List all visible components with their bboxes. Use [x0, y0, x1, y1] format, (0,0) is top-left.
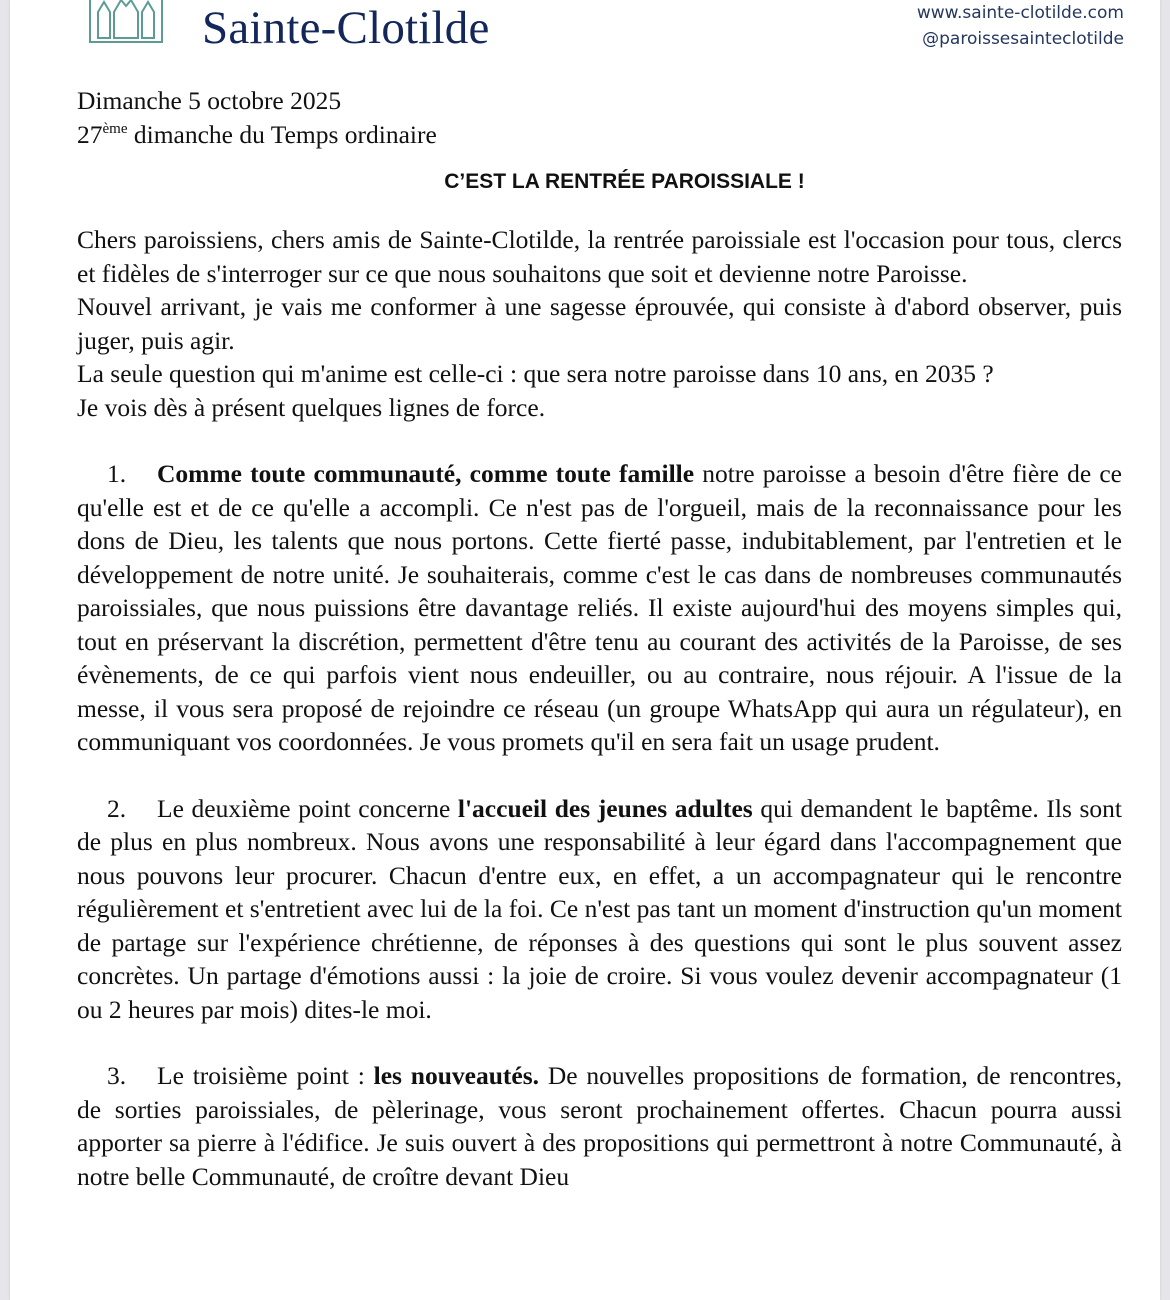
point-number: 1.	[107, 459, 127, 488]
point-text-pre: Le troisième point :	[157, 1061, 374, 1090]
document-page	[10, 0, 1160, 1300]
point-2	[77, 792, 1122, 1027]
point-paragraph	[77, 457, 1122, 759]
point-text: notre paroisse a besoin d'être fière de ce qu'elle est et de ce qu'elle a accompli. Ce n'est pas de l'orgueil, mais de la reconnaissance pour les dons de Dieu, les talents que nous portons. Cette fierté passe, indubitablement, par l'entretien et le développement de notre unité. Je souhaiterais, comme c'est le cas dans de nombreuses communautés paroissiales, que nous puissions être davantage reliés. Il existe aujourd'hui des moyens simples qui, tout en préservant la discrétion, permettent d'être tenu au courant des activités de la Paroisse, de ses évènements, de ce qui parfois vient nous endeuiller, ou au contraire, nous réjouir. A l'issue de la messe, il vous sera proposé de rejoindre ce réseau (un groupe WhatsApp qui aura un régulateur), en communiquant vos coordonnées. Je vous promets qu'il en sera fait un usage prudent.	[77, 459, 1122, 756]
date: Dimanche 5 octobre 2025	[77, 86, 342, 115]
intro-section	[77, 223, 1122, 424]
social-handle[interactable]: @paroissesainteclotilde	[922, 29, 1124, 49]
page-title: C’EST LA RENTRÉE PAROISSIALE !	[444, 170, 805, 193]
point-highlight: l'accueil des jeunes adultes	[457, 793, 753, 823]
contact-block	[917, 0, 1124, 52]
point-highlight: les nouveautés.	[373, 1061, 539, 1090]
intro-paragraph: Je vois dès à présent quelques lignes de force.	[77, 392, 546, 422]
parish-name: Sainte-Clotilde	[202, 2, 490, 54]
point-text: De nouvelles propositions de formation, de rencontres, de sorties paroissiales, de pèlerinage, vous seront prochainement offertes. Chacun pourra aussi apporter sa pierre à l'édifice. Je suis ouvert à des propositions qui permettront à notre Communauté, à notre belle Communauté, de croître devant Dieu	[77, 1061, 1122, 1191]
liturgical-number: 27	[77, 119, 103, 149]
point-number: 2.	[107, 793, 127, 823]
point-3	[77, 1059, 1122, 1193]
point-text: qui demandent le baptême. Ils sont de plus en plus nombreux. Nous avons une responsabilité à leur égard dans l'accompagnement que nous pouvons leur procurer. Chacun d'entre eux, en effet, a un accompagnateur qui le rencontre régulièrement et s'entretient avec lui de la foi. Ce n'est pas tant un moment d'instruction qu'un moment de partage sur l'expérience chrétienne, de réponses à des questions qui sont le plus souvent assez concrètes. Un partage d'émotions aussi : la joie de croire. Si vous voulez devenir accompagnateur (1 ou 2 heures par mois) dites-le moi.	[77, 793, 1122, 1024]
website-link[interactable]: www.sainte-clotilde.com	[916, 3, 1124, 23]
intro-paragraph: Chers paroissiens, chers amis de Sainte-Clotilde, la rentrée paroissiale est l'occasion pour tous, clercs et fidèles de s'interroger sur ce que nous souhaitons que soit et devienne notre Paroisse.	[77, 225, 1122, 288]
point-highlight: Comme toute communauté, comme toute famille	[157, 459, 695, 488]
intro-paragraph: Nouvel arrivant, je vais me conformer à une sagesse éprouvée, qui consiste à d'abord observer, puis juger, puis agir.	[77, 292, 1122, 355]
liturgical-label: dimanche du Temps ordinaire	[127, 119, 437, 149]
intro-paragraph: La seule question qui m'anime est celle-ci : que sera notre paroisse dans 10 ans, en 2035 ?	[77, 359, 994, 388]
point-paragraph	[77, 792, 1122, 1027]
letter-body	[77, 84, 1122, 1193]
letterhead	[10, 0, 1160, 60]
liturgical-day	[77, 118, 1122, 152]
point-number: 3.	[107, 1061, 127, 1090]
point-paragraph	[77, 1059, 1122, 1193]
point-1	[77, 457, 1122, 759]
church-windows-icon	[88, 0, 164, 48]
ordinal-suffix: ème	[102, 120, 128, 137]
point-text-pre: Le deuxième point concerne	[157, 793, 458, 823]
